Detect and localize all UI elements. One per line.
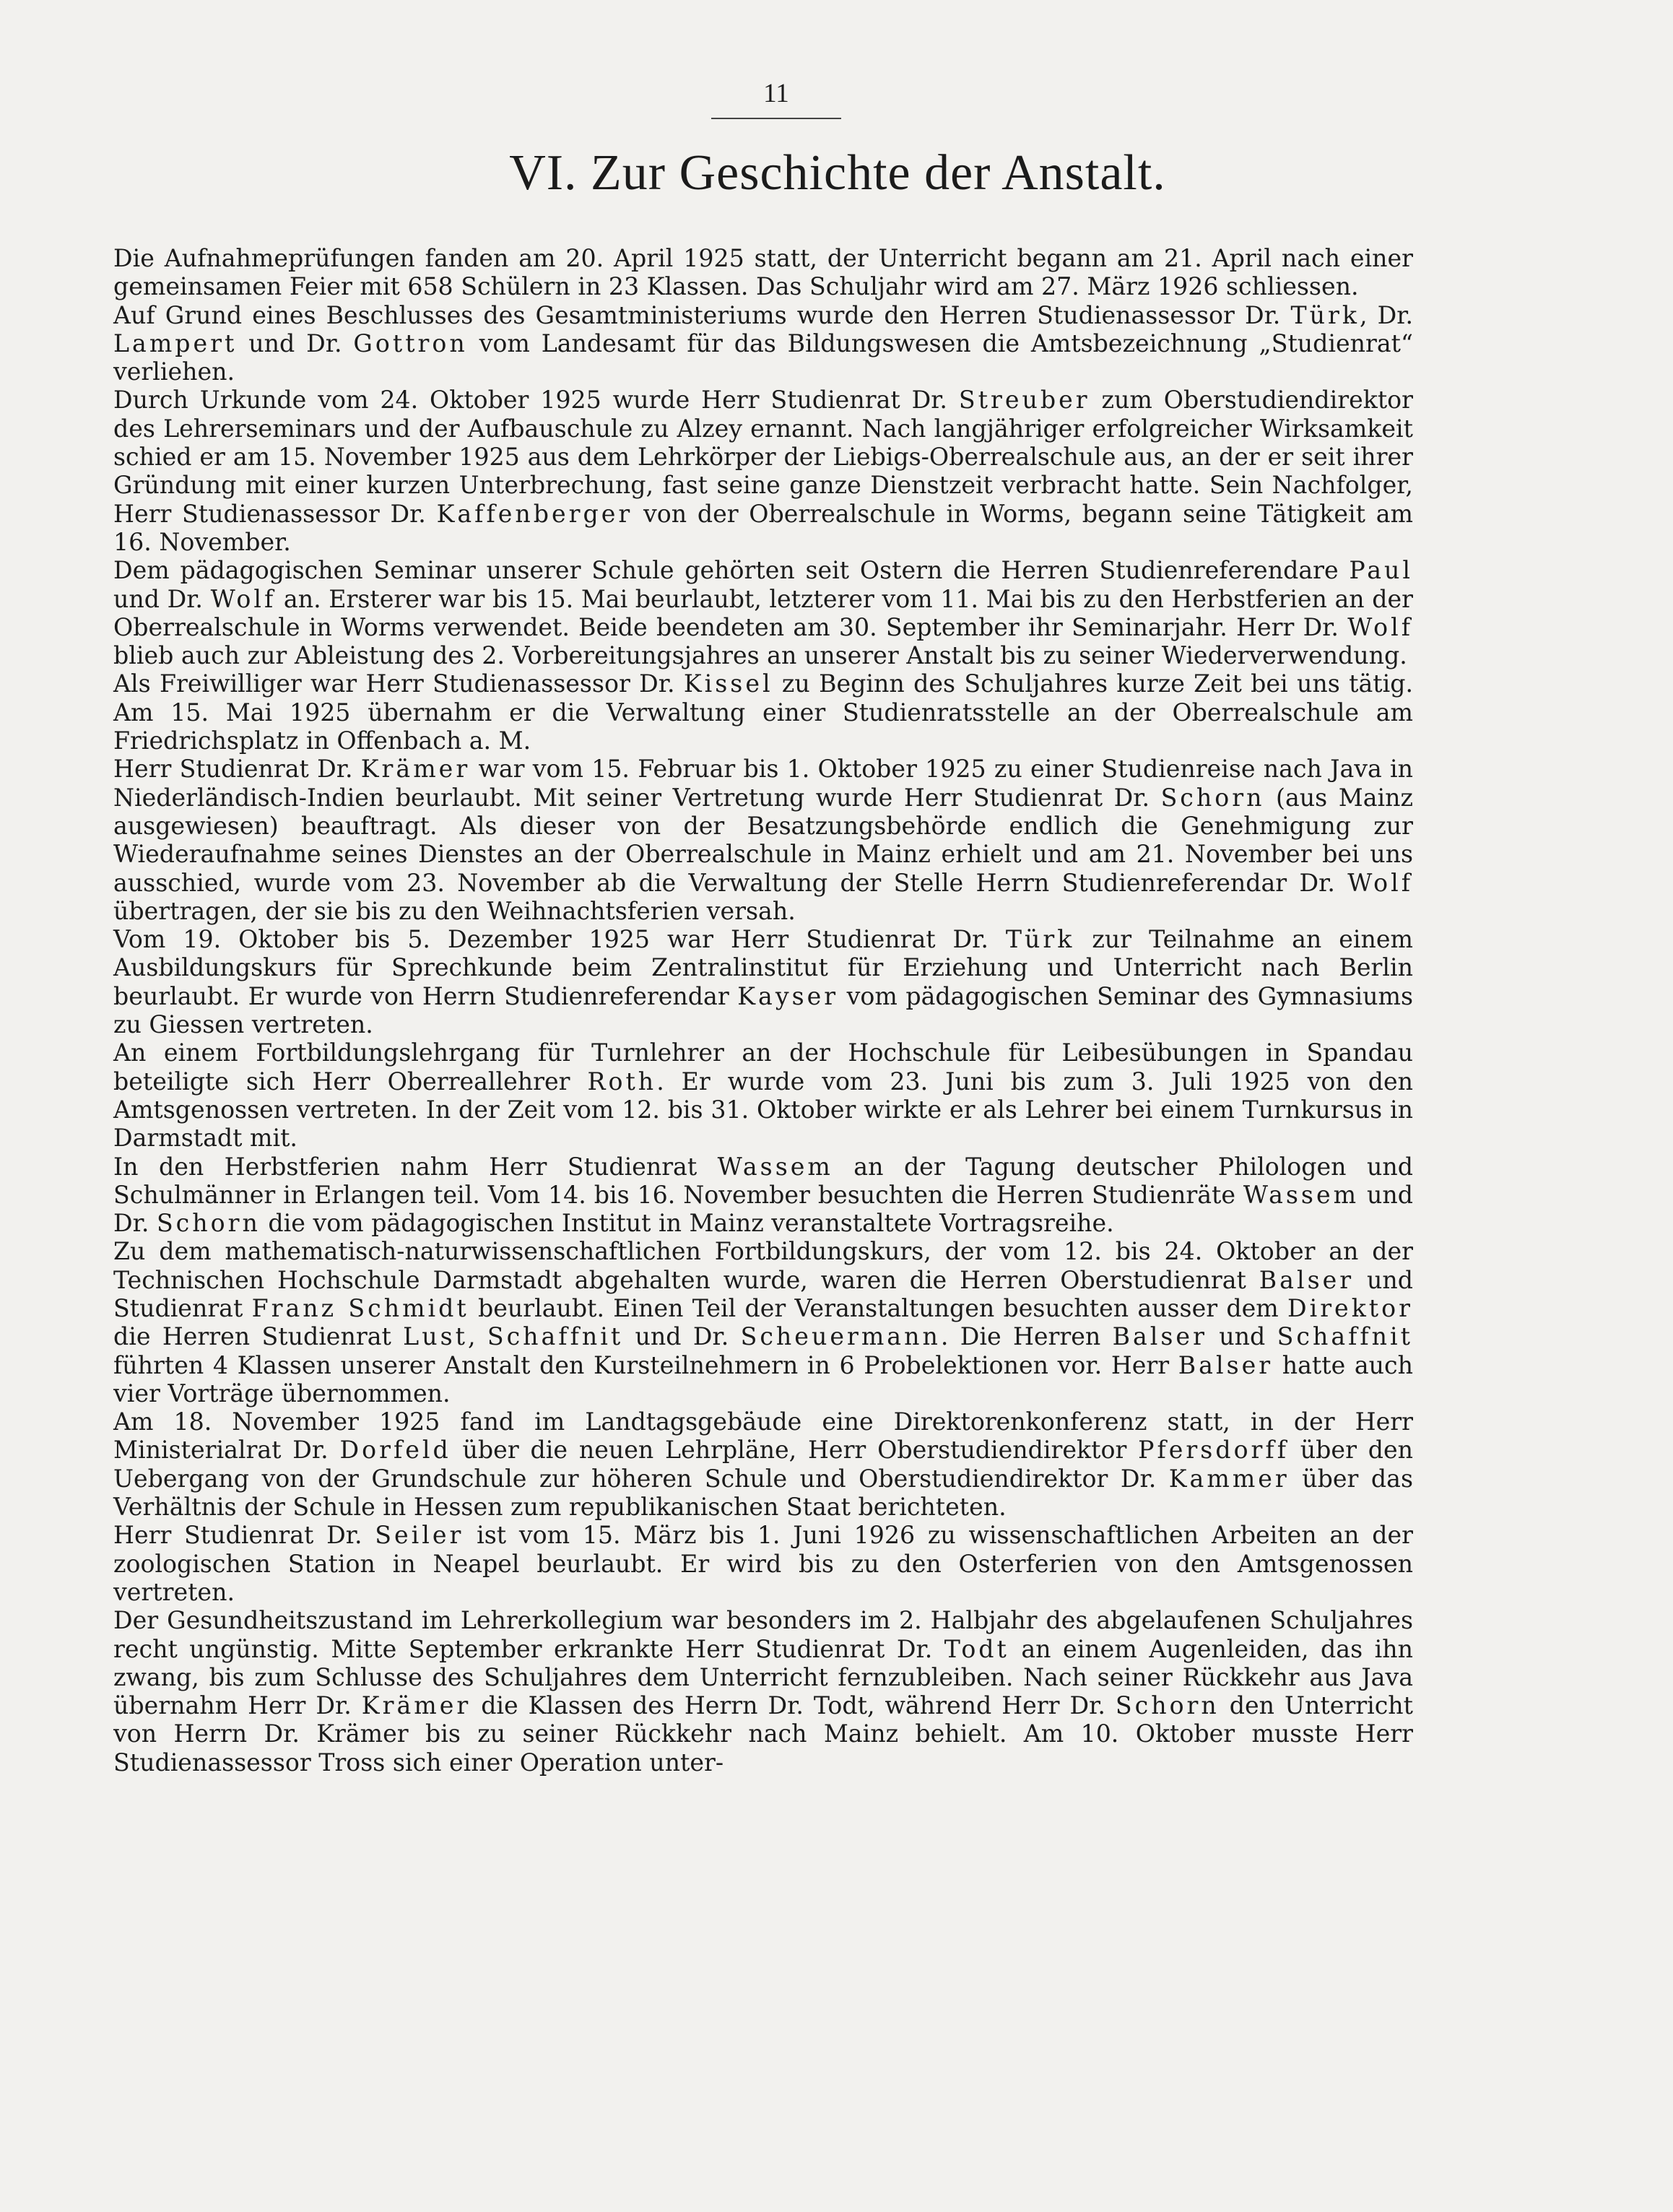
text-run: und Studienrat xyxy=(113,1265,1413,1322)
text-run: Zu dem mathematisch-naturwissenschaftlichen Fortbildungskurs, der vom 12. bis 24. Oktober an der Technischen Hochschule Darmstadt abgehalten wurde, waren die Herren Oberstudienrat xyxy=(113,1237,1413,1294)
spaced-name: Wolf xyxy=(1347,612,1413,641)
text-run: Herr Studienrat Dr. xyxy=(113,1521,375,1550)
spaced-name: Balser xyxy=(1178,1350,1274,1379)
paragraph xyxy=(113,669,1413,755)
spaced-name: Krämer xyxy=(361,1691,472,1720)
spaced-name: Dorfeld xyxy=(339,1436,451,1465)
text-run: , Dr. xyxy=(1359,300,1413,329)
text-run: und Dr. xyxy=(237,329,354,357)
paragraph xyxy=(113,1153,1413,1238)
text-run: an. Ersterer war bis 15. Mai beurlaubt, letzterer vom 11. Mai bis zu den Herbstferien an der Oberrealschule in Worms verwendet. Beide beendeten am 30. September ihr Seminarjahr. Herr Dr. xyxy=(113,584,1413,641)
text-run: führten 4 Klassen unserer Anstalt den Kursteilnehmern in 6 Probelektionen vor. Herr xyxy=(113,1350,1178,1379)
text-run: Durch Urkunde vom 24. Oktober 1925 wurde Herr Studienrat Dr. xyxy=(113,386,959,415)
text-run: die vom pädagogischen Institut in Mainz veranstaltete Vortragsreihe. xyxy=(260,1209,1114,1238)
text-run: ist vom 15. März bis 1. Juni 1926 zu wissenschaftlichen Arbeiten an der zoologischen Station in Neapel beurlaubt. Er wird bis zu den Osterferien von den Amtsgenossen vertreten. xyxy=(113,1521,1413,1606)
spaced-name: Direktor xyxy=(1287,1293,1413,1322)
text-run: An einem Fortbildungslehrgang für Turnlehrer an der Hochschule für Leibesübungen in Spandau beteiligte sich Herr Oberreallehrer xyxy=(113,1038,1413,1096)
spaced-name: Todt xyxy=(944,1634,1009,1663)
text-run: und Dr. xyxy=(623,1322,741,1351)
text-run: an der Tagung deutscher Philologen und Schulmänner in Erlangen teil. Vom 14. bis 16. November besuchten die Herren Studienräte xyxy=(113,1152,1413,1209)
spaced-name: Kaffenberger xyxy=(436,499,633,528)
spaced-name: Seiler xyxy=(375,1521,464,1550)
text-run: war vom 15. Februar bis 1. Oktober 1925 zu einer Studienreise nach Java in Niederländisch-Indien beurlaubt. Mit seiner Vertretung wurde Herr Studienrat Dr. xyxy=(113,755,1414,812)
text-run: den Unterricht von Herrn Dr. Krämer bis zu seiner Rückkehr nach Mainz behielt. Am 10. Oktober musste Herr Studienassessor Tross sich einer Operation unter- xyxy=(113,1691,1413,1777)
text-run: , xyxy=(467,1322,487,1351)
paragraph xyxy=(113,1038,1413,1152)
text-run: Am 18. November 1925 fand im Landtagsgebäude eine Direktorenkonferenz statt, in der Herr Ministerialrat Dr. xyxy=(113,1408,1413,1465)
spaced-name: Roth xyxy=(587,1067,657,1096)
body-text xyxy=(113,244,1413,1777)
spaced-name: Paul xyxy=(1349,556,1413,585)
paragraph xyxy=(113,755,1413,925)
spaced-name: Gottron xyxy=(353,329,468,357)
section-title: VI. Zur Geschichte der Anstalt. xyxy=(509,145,1166,201)
text-run: und Dr. xyxy=(113,584,211,613)
text-run: zu Beginn des Schuljahres kurze Zeit bei uns tätig. Am 15. Mai 1925 übernahm er die Verwaltung einer Studienratsstelle an der Oberrealschule am Friedrichsplatz in Offenbach a. M. xyxy=(113,669,1413,755)
paragraph xyxy=(113,925,1413,1038)
spaced-name: Schorn xyxy=(1115,1691,1220,1720)
text-run: über das Verhältnis der Schule in Hessen zum republikanischen Staat berichteten. xyxy=(113,1464,1413,1522)
spaced-name: Lampert xyxy=(113,329,238,357)
spaced-name: Wolf xyxy=(210,584,277,613)
text-run: zur Teilnahme an einem Ausbildungskurs für Sprechkunde beim Zentralinstitut für Erziehung und Unterricht nach Berlin beurlaubt. Er wurde von Herrn Studienreferendar xyxy=(113,925,1413,1010)
spaced-name: Krämer xyxy=(360,755,471,784)
spaced-name: Balser xyxy=(1259,1265,1355,1294)
spaced-name: Balser xyxy=(1112,1322,1207,1351)
text-run: blieb auch zur Ableistung des 2. Vorbereitungsjahres an unserer Anstalt bis zu seiner Wiederverwendung. xyxy=(113,641,1407,670)
text-run: Vom 19. Oktober bis 5. Dezember 1925 war Herr Studienrat Dr. xyxy=(113,925,1006,954)
paragraph xyxy=(113,301,1413,386)
paragraph xyxy=(113,1408,1413,1521)
spaced-name: Wassem xyxy=(1243,1180,1360,1209)
text-run: vom Landesamt für das Bildungswesen die Amtsbezeichnung „Studienrat“ verliehen. xyxy=(113,329,1413,386)
paragraph xyxy=(113,386,1413,556)
spaced-name: Lust xyxy=(403,1322,468,1351)
spaced-name: Schaffnit xyxy=(1277,1322,1413,1351)
spaced-name: Pfersdorff xyxy=(1138,1436,1289,1465)
spaced-name: Franz Schmidt xyxy=(251,1293,469,1322)
text-run: Als Freiwilliger war Herr Studienassessor Dr. xyxy=(113,669,684,698)
spaced-name: Kissel xyxy=(683,669,773,698)
spaced-name: Scheuermann xyxy=(740,1322,941,1351)
spaced-name: Schaffnit xyxy=(487,1322,624,1351)
text-run: an einem Augenleiden, das ihn zwang, bis zum Schlusse des Schuljahres dem Unterricht fernzubleiben. Nach seiner Rückkehr aus Java übernahm Herr Dr. xyxy=(113,1634,1413,1720)
text-run: zum Oberstudiendirektor des Lehrerseminars und der Aufbauschule zu Alzey ernannt. Nach langjähriger erfolgreicher Wirksamkeit schied er am 15. November 1925 aus dem Lehrkörper der Liebigs-Oberrealschule aus, an der er seit ihrer Gründung mit einer kurzen Unterbrechung, fast seine ganze Dienstzeit verbracht hatte. Sein Nachfolger, Herr Studienassessor Dr. xyxy=(113,386,1413,528)
text-run: . Er wurde vom 23. Juni bis zum 3. Juli 1925 von den Amtsgenossen vertreten. In der Zeit vom 12. bis 31. Oktober wirkte er als Lehrer bei einem Turnkursus in Darmstadt mit. xyxy=(113,1067,1413,1153)
text-run: über die neuen Lehrpläne, Herr Oberstudiendirektor xyxy=(451,1436,1139,1465)
text-run: hatte auch vier Vorträge übernommen. xyxy=(113,1350,1413,1408)
text-run: Herr Studienrat Dr. xyxy=(113,755,361,784)
spaced-name: Kayser xyxy=(737,981,839,1010)
paragraph xyxy=(113,1606,1413,1777)
text-run: beurlaubt. Einen Teil der Veranstaltungen besuchten ausser dem xyxy=(469,1293,1287,1322)
spaced-name: Kammer xyxy=(1168,1464,1290,1493)
spaced-name: Türk xyxy=(1290,300,1360,329)
text-run: In den Herbstferien nahm Herr Studienrat xyxy=(113,1152,718,1181)
text-run: übertragen, der sie bis zu den Weihnachtsferien versah. xyxy=(113,896,796,925)
text-run: . Die Herren xyxy=(940,1322,1113,1351)
paragraph xyxy=(113,556,1413,669)
spaced-name: Streuber xyxy=(958,386,1090,415)
text-run: und xyxy=(1207,1322,1277,1351)
spaced-name: Wolf xyxy=(1347,868,1413,897)
text-run: Die Aufnahmeprüfungen fanden am 20. April 1925 statt, der Unterricht begann am 21. April nach einer gemeinsamen Feier mit 658 Schülern in 23 Klassen. Das Schuljahr wird am 27. März 1926 schliessen. xyxy=(113,244,1413,301)
spaced-name: Wassem xyxy=(717,1152,833,1181)
text-run: vom pädagogischen Seminar des Gymnasiums zu Giessen vertreten. xyxy=(113,981,1413,1039)
text-run: Auf Grund eines Beschlusses des Gesamtministeriums wurde den Herren Studienassessor Dr. xyxy=(113,300,1291,329)
text-run: von der Oberrealschule in Worms, begann seine Tätigkeit am 16. November. xyxy=(113,499,1413,556)
paragraph xyxy=(113,244,1413,301)
paragraph xyxy=(113,1237,1413,1408)
text-run: Der Gesundheitszustand im Lehrerkollegium war besonders im 2. Halbjahr des abgelaufenen Schuljahres recht ungünstig. Mitte September erkrankte Herr Studienrat Dr. xyxy=(113,1606,1413,1663)
text-run: die Herren Studienrat xyxy=(113,1322,404,1351)
spaced-name: Türk xyxy=(1005,925,1075,954)
paragraph xyxy=(113,1521,1413,1606)
text-run: Dem pädagogischen Seminar unserer Schule gehörten seit Ostern die Herren Studienreferendare xyxy=(113,556,1350,585)
spaced-name: Schorn xyxy=(156,1209,261,1238)
text-run: über den Uebergang von der Grundschule zur höheren Schule und Oberstudiendirektor Dr. xyxy=(113,1436,1414,1493)
spaced-name: Schorn xyxy=(1160,783,1265,812)
text-run: die Klassen des Herrn Dr. Todt, während Herr Dr. xyxy=(471,1691,1116,1720)
page-number-rule xyxy=(711,118,841,119)
text-run: (aus Mainz ausgewiesen) beauftragt. Als dieser von der Besatzungsbehörde endlich die Genehmigung zur Wiederaufnahme seines Dienstes an der Oberrealschule in Mainz erhielt und am 21. November bei uns ausschied, wurde vom 23. November ab die Verwaltung der Stelle Herrn Studienreferendar Dr. xyxy=(113,783,1413,897)
page-number: 11 xyxy=(763,79,789,108)
text-run: und Dr. xyxy=(113,1180,1413,1238)
